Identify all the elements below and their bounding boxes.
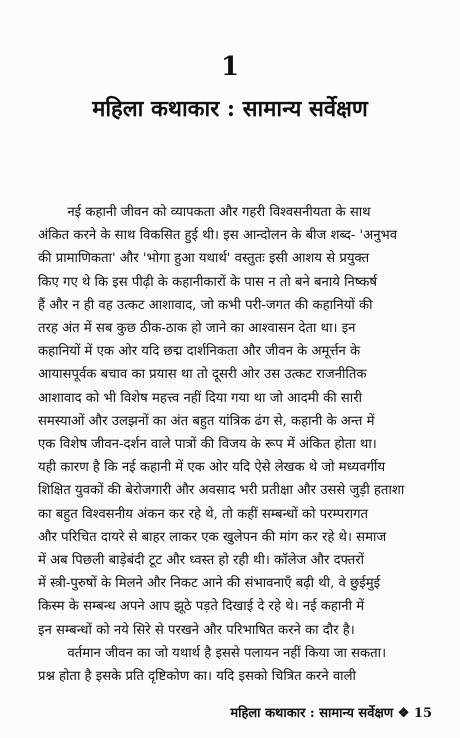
body-line: आयासपूर्वक बचाव का प्रयास था तो दूसरी ओर उस उत्कट राजनीतिक (38, 367, 367, 383)
chapter-number: 1 (220, 52, 240, 82)
body-line: वर्तमान जीवन का जो यथार्थ है इससे पलायन नहीं किया जा सकता। (38, 645, 387, 661)
body-line: किए गए थे कि इस पीढ़ी के कहानीकारों के पास न तो बने बनाये निष्कर्ष (38, 274, 377, 290)
body-line: किस्म के सम्बन्ध अपने आप झूठे पड़ते दिखाई दे रहे थे। नई कहानी में (38, 599, 365, 615)
page-number: 15 (413, 706, 432, 721)
body-line: समस्याओं और उलझनों का अंत बहुत यांत्रिक ढंग से, कहानी के अन्त में (38, 413, 375, 429)
body-line: तरह अंत में सब कुछ ठीक-ठाक हो जाने का आश्वासन देता था। इन (38, 321, 356, 337)
body-line: यही कारण है कि नई कहानी में एक ओर यदि ऐसे लेखक थे जो मध्यवर्गीय (38, 460, 386, 476)
body-line: शिक्षित युवकों की बेरोजगारी और अवसाद भरी प्रतीक्षा और उससे जुड़ी हताशा (38, 483, 405, 499)
body-line: में स्त्री-पुरुषों के मिलने और निकट आने की संभावनाएँ बढ़ी थी, वे छुईमुई (38, 576, 381, 592)
body-line: का बहुत विश्वसनीय अंकन कर रहे थे, तो कहीं सम्बन्धों को परम्परागत (38, 506, 369, 522)
body-line: में अब पिछली बाड़ेबंदी टूट और ध्वस्त हो रही थी। कॉलेज और दफ्तरों (38, 553, 365, 569)
body-line: अंकित करने के साथ विकसित हुई थी। इस आन्दोलन के बीज शब्द- 'अनुभव (38, 228, 398, 244)
running-title: महिला कथाकार : सामान्य सर्वेक्षण (230, 706, 394, 721)
chapter-title: महिला कथाकार : सामान्य सर्वेक्षण (92, 96, 368, 122)
ornament-icon: ❖ (397, 706, 410, 721)
body-line: एक विशेष जीवन-दर्शन वाले पात्रों की विजय के रूप में अंकित होता था। (38, 437, 377, 453)
page-footer (230, 703, 432, 721)
body-line: और परिचित दायरे से बाहर लाकर एक खुलेपन की मांग कर रहे थे। समाज (38, 529, 387, 545)
body-line: प्रश्न होता है इसके प्रति दृष्टिकोण का। यदि इसको चित्रित करने वाली (38, 669, 356, 685)
body-line: हैं और न ही वह उत्कट आशावाद, जो कभी परी-जगत की कहानियों की (38, 297, 373, 313)
body-line: नई कहानी जीवन को व्यापकता और गहरी विश्वसनीयता के साथ (38, 205, 371, 220)
body-line: की प्रामाणिकता' और 'भोगा हुआ यथार्थ' वस्तुतः इसी आशय से प्रयुक्त (38, 251, 370, 267)
body-line: इन सम्बन्धों को नये सिरे से परखने और परिभाषित करने का दौर है। (38, 622, 355, 638)
body-text (38, 201, 434, 688)
body-line: कहानियों में एक ओर यदि छद्म दार्शनिकता और जीवन के अमूर्त्तन के (38, 344, 361, 360)
body-line: आशावाद को भी विशेष महत्त्व नहीं दिया गया था जो आदमी की सारी (38, 390, 363, 406)
